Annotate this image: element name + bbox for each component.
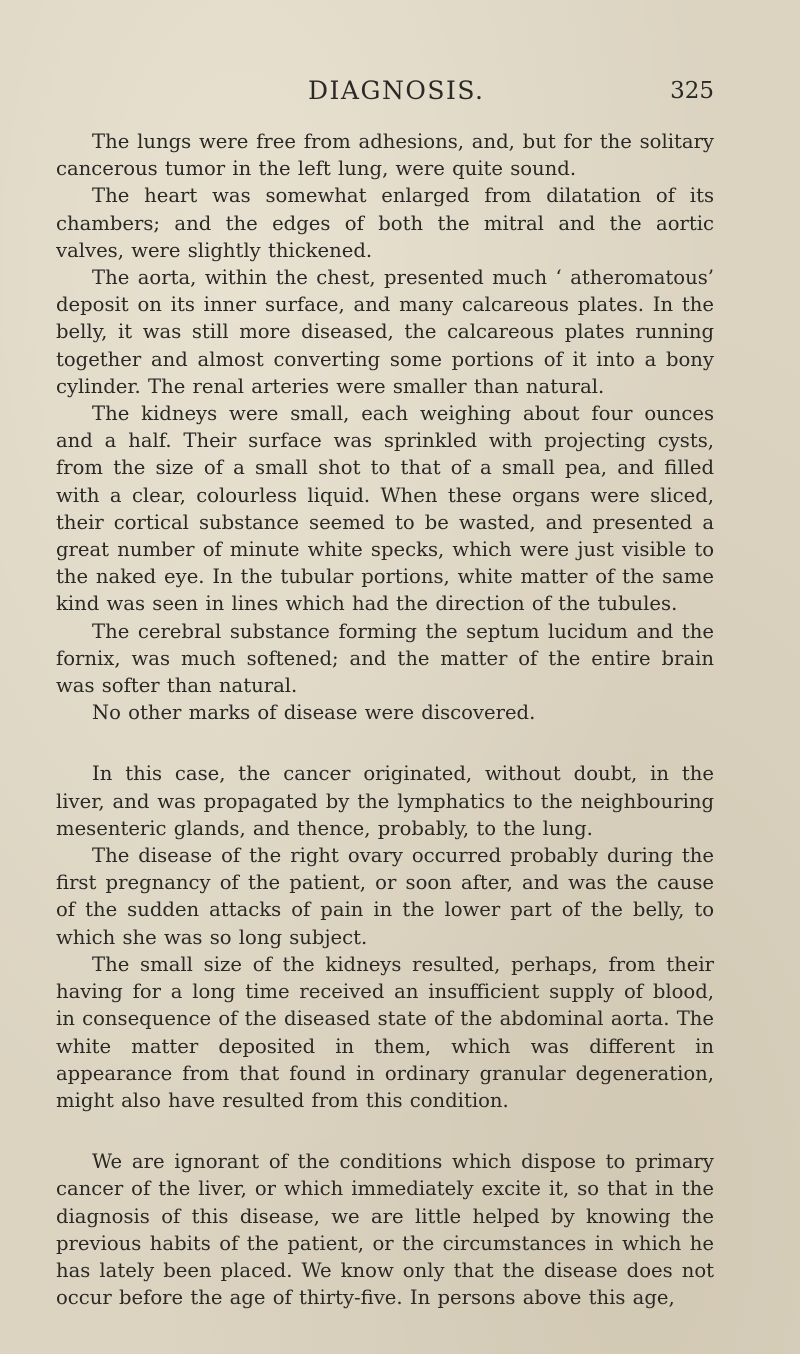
paragraph-lungs: The lungs were free from adhesions, and, but for the solitary cancerous tumor in the left lung, were quite sound. (56, 130, 714, 181)
paragraph-heart: The heart was somewhat enlarged from dilatation of its chambers; and the edges of both the mitral and the aortic valves, were slightly thickened. (56, 184, 714, 262)
paragraph-diagnosis-conditions: We are ignorant of the conditions which dispose to primary cancer of the liver, or which immediately excite it, so that in the diagnosis of this disease, we are little helped by knowing the previous habits of the patient, or the circumstances in which he has lately been placed. We know only that the disease does not occur before the age of thirty-five. In persons above this age, (56, 1150, 714, 1310)
paragraph-ovary-disease: The disease of the right ovary occurred probably during the first pregnancy of the patient, or soon after, and was the cause of the sudden attacks of pain in the lower part of the belly, to which she was so long subject. (56, 844, 714, 949)
autopsy-findings-section (56, 128, 714, 726)
running-head (0, 76, 800, 112)
diagnosis-section (56, 1148, 714, 1311)
paragraph-brain: The cerebral substance forming the septum lucidum and the fornix, was much softened; and the matter of the entire brain was softer than natural. (56, 619, 714, 698)
paragraph-kidneys: The kidneys were small, each weighing about four ounces and a half. Their surface was sprinkled with projecting cysts, from the size of a small shot to that of a small pea, and filled with a clear, colourless liquid. When these organs were sliced, their cortical substance seemed to be wasted, and presented a great number of minute white specks, which were just visible to the naked eye. In the tubular portions, white matter of the same kind was seen in lines which had the direction of the tubules. (56, 402, 714, 616)
page-number: 325 (670, 78, 714, 104)
paragraph-no-other-marks: No other marks of disease were discovered. (92, 701, 536, 725)
paragraph-cancer-origin: In this case, the cancer originated, without doubt, in the liver, and was propagated by the lymphatics to the neighbouring mesenteric glands, and thence, probably, to the lung. (56, 762, 714, 840)
body-text (56, 128, 714, 1311)
paragraph-kidney-size: The small size of the kidneys resulted, perhaps, from their having for a long time received an insufficient supply of blood, in consequence of the diseased state of the abdominal aorta. The white matter deposited in them, which was different in appearance from that found in ordinary granular degeneration, might also have resulted from this condition. (56, 952, 714, 1112)
running-head-title: DIAGNOSIS. (308, 76, 485, 105)
paragraph-aorta: The aorta, within the chest, presented much ‘ atheromatous’ deposit on its inner surface, and many calcareous plates. In the belly, it was still more diseased, the calcareous plates running together and almost converting some portions of it into a bony cylinder. The renal arteries were smaller than natural. (56, 266, 714, 398)
case-commentary-section (56, 760, 714, 1114)
